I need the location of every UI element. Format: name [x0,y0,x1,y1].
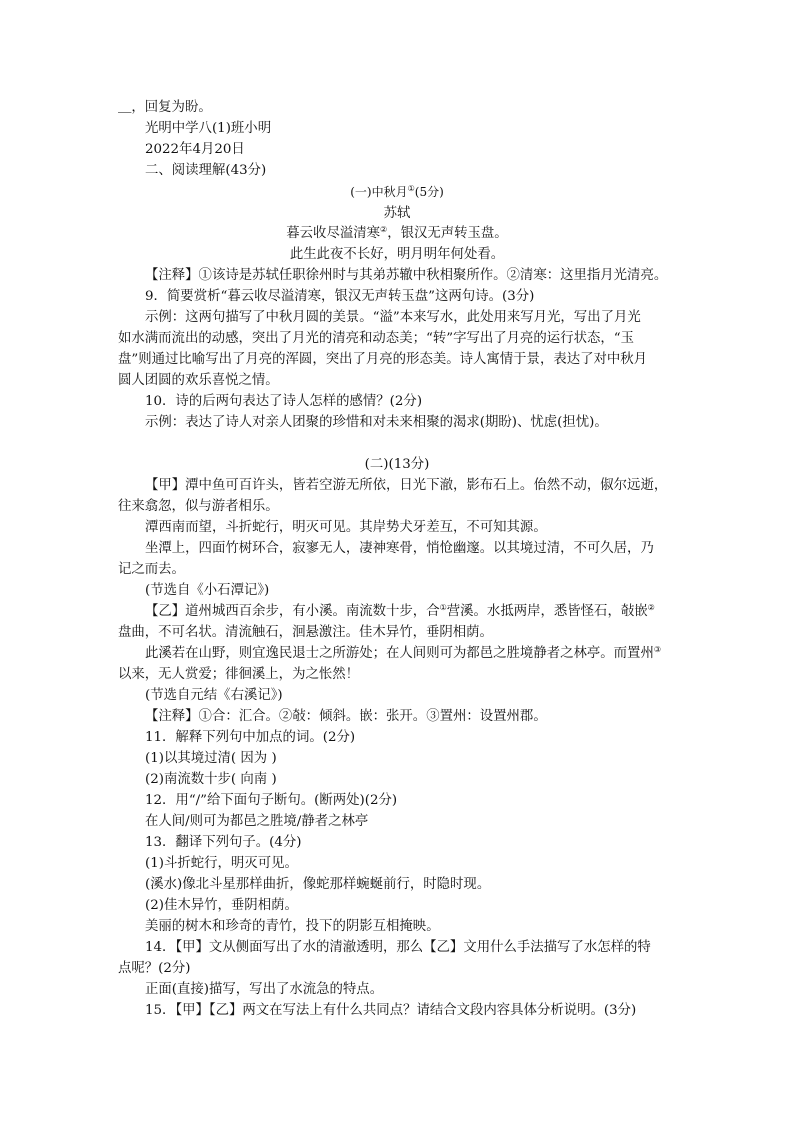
text-line: (节选自《小石潭记》) [145,583,270,598]
text-line: 圆人团圆的欢乐喜悦之情。 [118,373,279,388]
text-line: 14．【甲】文从侧面写出了水的清澈透明，那么【乙】文用什么手法描写了水怎样的特 [145,940,651,955]
text-line: 12．用“/”给下面句子断句。(断两处)(2分) [145,793,398,808]
text-line: 正面(直接)描写，写出了水流急的特点。 [145,982,384,997]
text-line: (2)佳木异竹，垂阴相荫。 [145,898,298,913]
poem-title-score: (5分) [414,185,444,199]
passage-yi-line-3 [0,644,794,664]
footnote-marker: ② [647,603,655,612]
text-line: (溪水)像北斗星那样曲折，像蛇那样蜿蜒前行，时隐时现。 [145,877,491,892]
text-line: 此生此夜不长好，明月明年何处看。 [289,247,505,262]
text-line: 记之而去。 [118,562,185,577]
text-line: (二)(13分) [364,457,430,472]
poem-line-1-part-b: ，银汉无声转玉盘。 [387,226,508,241]
text-line: 二、阅读理解(43分) [145,163,267,178]
text-line: 示例：表达了诗人对亲人团聚的珍惜和对未来相聚的渴求(期盼)、忧虑(担忧)。 [145,415,608,430]
poem-line-1-part-a: 暮云收尽溢清寒 [286,226,381,241]
text-line: 光明中学八(1)班小明 [145,121,272,136]
text-line: 11．解释下列句中加点的词。(2分) [145,730,356,745]
text-line: (1)斗折蛇行，明灭可见。 [145,856,298,871]
passage-yi-text-c: 此溪若在山野，则宜逸民退士之所游处；在人间则可为都邑之胜境静者之林亭。而置州 [145,646,654,661]
text-line: 示例：这两句描写了中秋月圆的美景。“溢”本来写水，此处用来写月光，写出了月光 [145,310,641,325]
passage-yi-text-a: 【乙】道州城西百余步，有小溪。南流数十步，合 [145,604,440,619]
text-line: (2)南流数十步( 向南 ) [145,772,277,787]
text-line: 15．【甲】【乙】两文在写法上有什么共同点？请结合文段内容具体分析说明。(3分) [145,1003,637,1018]
poem-title-text: (一)中秋月 [350,185,408,199]
passage-yi-source: (节选自元结《右溪记》) [145,688,283,703]
text-line: 潭西南而望，斗折蛇行，明灭可见。其岸势犬牙差互，不可知其源。 [145,520,547,535]
text-line: 【注释】①该诗是苏轼任职徐州时与其弟苏辙中秋相聚所作。②清寒：这里指月光清亮。 [145,268,668,283]
text-line: 往来翕忽，似与游者相乐。 [118,499,279,514]
text-line: 坐潭上，四面竹树环合，寂寥无人，凄神寒骨，悄怆幽邃。以其境过清，不可久居，乃 [145,541,654,556]
text-line: (1)以其境过清( 因为 ) [145,751,277,766]
poem-line-1 [0,224,794,244]
text-line: 点呢？(2分) [118,961,191,976]
text-line: 2022年4月20日 [145,142,245,157]
footnote-marker: ③ [653,645,662,654]
text-line: 苏轼 [383,206,411,221]
text-line: 盘”则通过比喻写出了月亮的浑圆，突出了月亮的形态美。诗人寓情于景，表达了对中秋月 [118,352,648,367]
text-line: 【甲】潭中鱼可百许头，皆若空游无所依，日光下澈，影布石上。佁然不动，俶尔远逝， [145,478,668,493]
passage-yi-line-4: 以来，无人赏爱；徘徊溪上，为之怅然！ [118,667,360,682]
footnote-marker: ① [407,184,415,193]
text-line: 13．翻译下列句子。(4分) [145,835,302,850]
passage-yi-text-b: 营溪。水抵两岸，悉皆怪石，敧嵌 [446,604,648,619]
text-line: 在人间/则可为都邑之胜境/静者之林亭 [145,814,369,829]
text-line: 美丽的树木和珍奇的青竹，投下的阴影互相掩映。 [145,919,440,934]
text-line: 9．简要赏析“暮云收尽溢清寒，银汉无声转玉盘”这两句诗。(3分) [145,289,535,304]
text-line: 【注释】①合：汇合。②敧：倾斜。嵌：张开。③置州：设置州郡。 [145,709,547,724]
text-line: ＿，回复为盼。 [118,100,212,115]
text-line: 如水满而流出的动感，突出了月光的清亮和动态美；“转”字写出了月亮的运行状态，“玉 [118,331,634,346]
text-line: 盘曲，不可名状。清流触石，洄悬激注。佳木异竹，垂阴相荫。 [118,625,493,640]
text-line: 10．诗的后两句表达了诗人怎样的感情？(2分) [145,394,423,409]
footnote-marker: ② [380,225,388,234]
poem-title [0,182,794,202]
footnote-marker: ① [439,603,447,612]
passage-yi-line-1 [0,602,794,622]
